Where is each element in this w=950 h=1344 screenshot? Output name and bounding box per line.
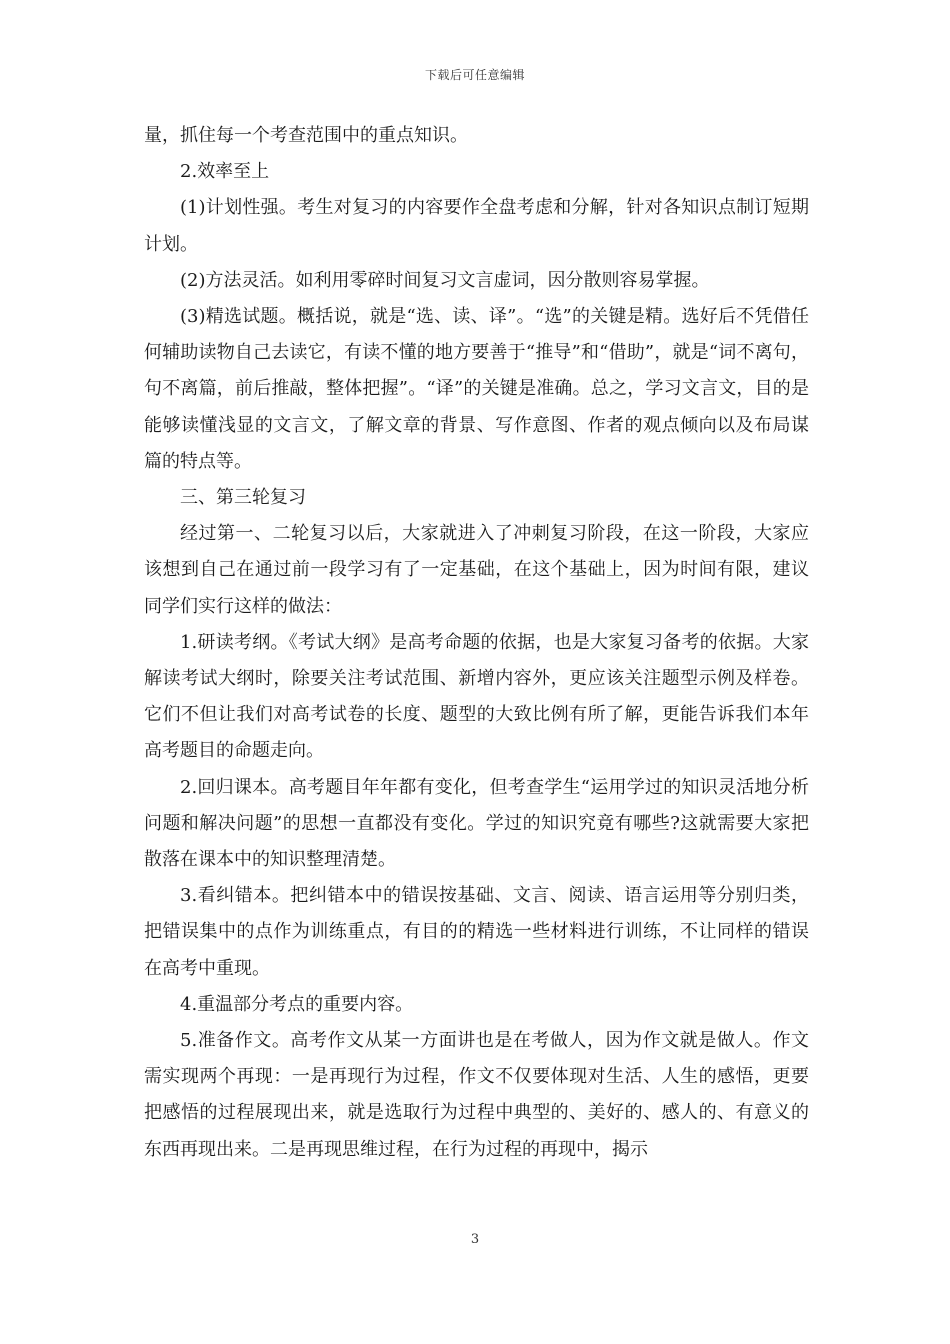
paragraph-select-questions: (3)精选试题。概括说，就是“选、读、译”。“选”的关键是精。选好后不凭借任何辅助读物自己去读它，有读不懂的地方要善于“推导”和“借助”，就是“词不离句，句不离篇，前后推敲，整体把握”。“译”的关键是准确。总之，学习文言文，目的是能够读懂浅显的文言文，了解文章的背景、写作意图、作者的观点倾向以及布局谋篇的特点等。 [144, 306, 809, 472]
page-header: 下载后可任意编辑 [424, 68, 525, 82]
paragraph-intro-third-round: 经过第一、二轮复习以后，大家就进入了冲刺复习阶段，在这一阶段，大家应该想到自己在通过前一段学习有了一定基础，在这个基础上，因为时间有限，建议同学们实行这样的做法： [144, 523, 809, 617]
page-number: 3 [470, 1232, 480, 1247]
document-body [144, 118, 809, 1168]
paragraph-error-notebook: 3.看纠错本。把纠错本中的错误按基础、文言、阅读、语言运用等分别归类，把错误集中的点作为训练重点，有目的的精选一些材料进行训练，不让同样的错误在高考中重现。 [144, 885, 809, 979]
paragraph-review-key-points: 4.重温部分考点的重要内容。 [180, 993, 414, 1015]
paragraph-return-textbook: 2.回归课本。高考题目年年都有变化，但考查学生“运用学过的知识灵活地分析问题和解决问题”的思想一直都没有变化。学过的知识究竟有哪些?这就需要大家把散落在课本中的知识整理清楚。 [144, 776, 809, 871]
subheading-efficiency: 2.效率至上 [180, 161, 270, 183]
paragraph-prepare-essay: 5.准备作文。高考作文从某一方面讲也是在考做人，因为作文就是做人。作文需实现两个再现：一是再现行为过程，作文不仅要体现对生活、人生的感悟，更要把感悟的过程展现出来，就是选取行为过程中典型的、美好的、感人的、有意义的东西再现出来。二是再现思维过程，在行为过程的再现中，揭示 [144, 1030, 809, 1160]
paragraph-planning: (1)计划性强。考生对复习的内容要作全盘考虑和分解，针对各知识点制订短期计划。 [144, 197, 809, 255]
section-heading-third-round: 三、第三轮复习 [180, 487, 306, 509]
paragraph-study-syllabus: 1.研读考纲。《考试大纲》是高考命题的依据，也是大家复习备考的依据。大家解读考试大纲时，除要关注考试范围、新增内容外，更应该关注题型示例及样卷。它们不但让我们对高考试卷的长度、题型的大致比例有所了解，更能告诉我们本年高考题目的命题走向。 [144, 631, 809, 762]
paragraph-method: (2)方法灵活。如利用零碎时间复习文言虚词，因分散则容易掌握。 [180, 269, 710, 291]
paragraph-continuation: 量，抓住每一个考查范围中的重点知识。 [144, 125, 468, 146]
